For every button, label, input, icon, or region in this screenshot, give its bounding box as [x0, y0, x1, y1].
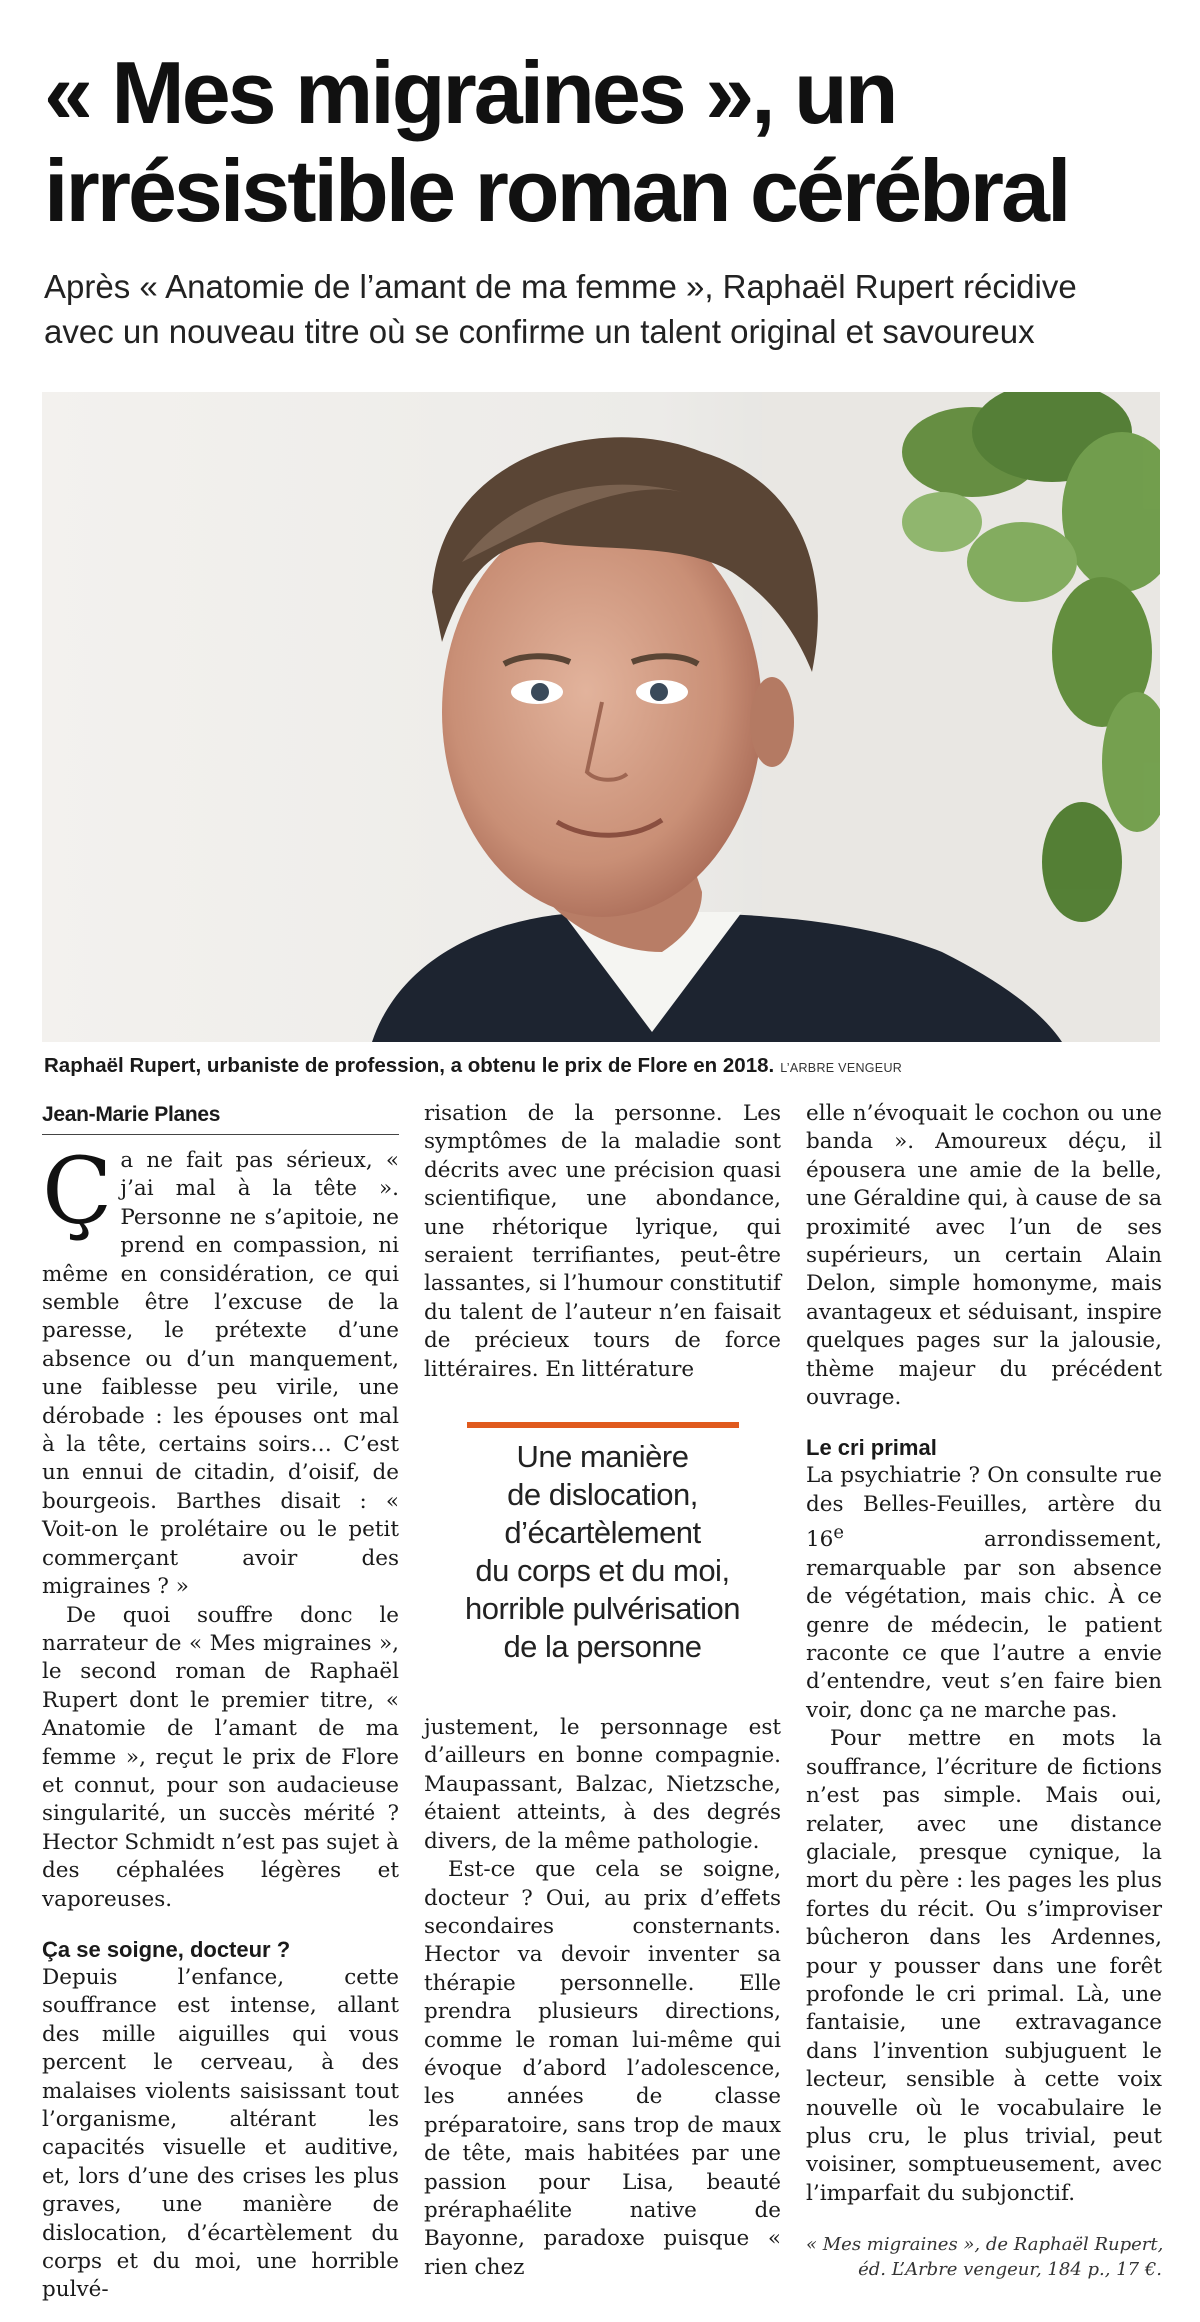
section-heading: Ça se soigne, docteur ? — [42, 1936, 291, 1962]
paragraph-text: arrondissement, remarquable par son absence de végétation, mais chic. À ce genre de médecin, le patient raconte ce que l’autre a envie d’entendre, veut s’en faire bien voir, donc ça ne marche pas. — [806, 1527, 1162, 1723]
author-photo — [42, 392, 1160, 1042]
paragraph: Est-ce que cela se soigne, docteur ? Oui, au prix d’effets secondaires consternants. Hector va devoir inventer sa thérapie personnelle. Elle prendra plusieurs directions, comme le roman lui-même qui évoque d’abord l’adolescence, les années de classe préparatoire, sans trop de maux de tête, mais habitées par une passion pour Lisa, beauté préraphaélite native de Bayonne, paradoxe puisque « rien chez — [424, 1857, 781, 2280]
book-reference — [806, 2232, 1162, 2282]
paragraph-text: La psychiatrie ? On consulte rue des Belles-Feuilles, artère du 16 — [806, 1463, 1162, 1553]
paragraph: Pour mettre en mots la souffrance, l’écriture de fictions n’est pas simple. Mais oui, relater, avec une distance glaciale, presque cynique, la mort du père : les pages les plus fortes du récit. Ou s’improviser bûcheron dans les Ardennes, pour y pousser dans une forêt profonde le cri primal. Là, une fantaisie, une extravagance dans l’invention subjuguent le lecteur, sensible à cette voix nouvelle où le vocabulaire le plus cru, le plus trivial, peut voisiner, somptueusement, avec l’imparfait du subjonctif. — [806, 1726, 1162, 2206]
pull-quote-line: d’écartèlement — [504, 1515, 701, 1551]
headline-line-1: « Mes migraines », un — [44, 43, 896, 142]
article-column-3 — [806, 1100, 1162, 2282]
pull-quote-line: Une manière — [516, 1439, 689, 1475]
paragraph-intro — [42, 1138, 399, 1602]
headline — [44, 44, 1164, 240]
paragraph-intro-text: a ne fait pas sérieux, « j’ai mal à la tête ». Personne ne s’apitoie, ne prend en compassion, ni même en considération, ce qui semble être l’excuse de la paresse, le prétexte d’une absence ou d’un manquement, une faiblesse peu virile, une dérobade : les épouses ont mal à la tête, certains soirs… C’est un ennui de citadin, d’oisif, de bourgeois. Barthes disait : « Voit-on le prolétaire ou le petit commerçant avoir des migraines ? » — [42, 1148, 399, 1600]
book-reference-line: « Mes migraines », de Raphaël Rupert, — [806, 2234, 1164, 2256]
pull-quote-line: du corps et du moi, — [475, 1553, 730, 1589]
paragraph: De quoi souffre donc le narrateur de « Mes migraines », le second roman de Raphaël Rupert dont le premier titre, « Anatomie de l’amant de ma femme », reçut le prix de Flore et connut, pour son audacieuse singularité, un succès mérité ? Hector Schmidt n’est pas sujet à des céphalées légères et vaporeuses. — [42, 1602, 399, 1912]
article-column-1 — [42, 1100, 399, 2305]
photo-caption — [44, 1052, 1162, 1082]
portrait-illustration — [42, 392, 1160, 1042]
section-heading: Le cri primal — [806, 1435, 937, 1461]
pull-quote-text — [424, 1438, 781, 1666]
paragraph: Depuis l’enfance, cette souffrance est intense, allant des mille aiguilles qui vous percent le cerveau, à des malaises violents saisissant tout l’organisme, altérant les capacités visuelle et auditive, et, lors d’une des crises les plus graves, une manière de dislocation, d’écartèlement du corps et du moi, une horrible pulvé- — [42, 1964, 399, 2303]
subtitle-line-1: Après « Anatomie de l’amant de ma femme », Raphaël Rupert récidive — [44, 268, 1077, 305]
drop-cap: Ç — [42, 1138, 113, 1245]
paragraph: justement, le personnage est d’ailleurs en bonne compagnie. Maupassant, Balzac, Nietzsche, étaient atteints, à des degrés divers, de la même pathologie. — [424, 1715, 781, 1854]
article-column-2 — [424, 1100, 781, 2282]
pull-quote-line: horrible pulvérisation — [464, 1591, 741, 1627]
pull-quote-line: de dislocation, — [507, 1477, 698, 1513]
photo-credit: L’ARBRE VENGEUR — [780, 1061, 903, 1075]
author-byline: Jean-Marie Planes — [42, 1100, 399, 1135]
subtitle-line-2: avec un nouveau titre où se confirme un talent original et savoureux — [44, 313, 1035, 350]
headline-line-2: irrésistible roman cérébral — [44, 141, 1069, 240]
pull-quote — [424, 1422, 781, 1666]
superscript: e — [833, 1522, 844, 1544]
paragraph: elle n’évoquait le cochon ou une banda ». Amoureux déçu, il épousera une amie de la belle, une Géraldine qui, à cause de sa proximité avec l’un de ses supérieurs, un certain Alain Delon, simple homonyme, mais avantageux et séduisant, inspire quelques pages sur la jalousie, thème majeur du précédent ouvrage. — [806, 1101, 1162, 1411]
pull-quote-line: de la personne — [503, 1629, 702, 1665]
pull-quote-accent-bar — [467, 1422, 739, 1428]
caption-text: Raphaël Rupert, urbaniste de profession, a obtenu le prix de Flore en 2018. — [44, 1054, 775, 1077]
paragraph — [806, 1462, 1162, 1725]
book-reference-line: éd. L’Arbre vengeur, 184 p., 17 €. — [858, 2259, 1162, 2281]
paragraph: risation de la personne. Les symptômes de la maladie sont décrits avec une précision quasi scientifique, une abondance, une rhétorique lyrique, qui seraient terrifiantes, peut-être lassantes, si l’humour constitutif du talent de l’auteur n’en faisait de précieux tours de force littéraires. En littérature — [424, 1101, 781, 1382]
subtitle — [44, 264, 1164, 354]
